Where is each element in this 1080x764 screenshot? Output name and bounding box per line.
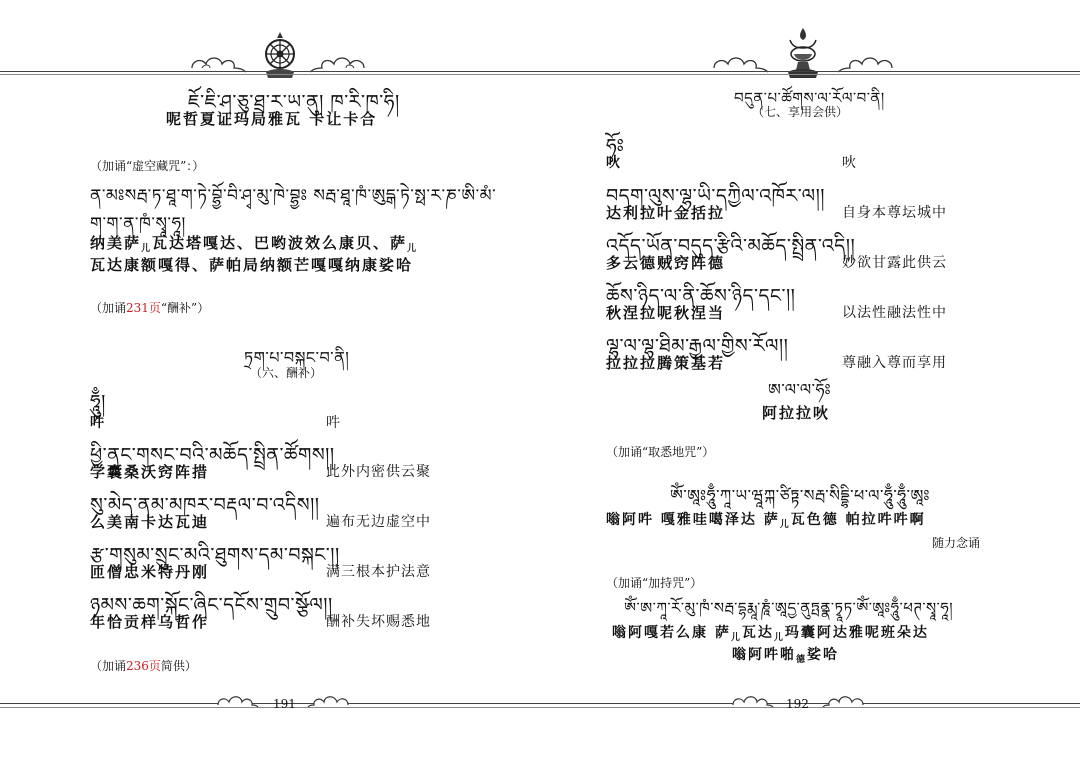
header-rule-thin [0, 74, 540, 75]
mantra-phonetic-part: 嗡阿吽啪 [732, 647, 796, 663]
header-rule [0, 71, 540, 72]
page-reference-link[interactable]: 231页 [126, 301, 161, 315]
subscript-er: 儿 [407, 244, 419, 254]
page-number: 191 [273, 697, 296, 711]
subscript-er: 儿 [773, 633, 785, 643]
page-reference-link[interactable]: 236页 [126, 659, 161, 673]
verse-translation: 满三根本护法意 [326, 564, 431, 580]
footer-rule-thin [0, 707, 540, 708]
title-chinese: 呢哲夏证玛局雅瓦 卡让卡合 [166, 110, 378, 128]
mantra-phonetic-part: 瓦色德 帕拉吽吽啊 [790, 512, 926, 528]
verse-phonetic: 拉拉拉腾策基若 [606, 354, 726, 372]
verse-tibetan: བདག་ལུས་ལྷ་ཡི་དཀྱིལ་འཁོར་ལ།། [606, 185, 826, 207]
section-six-tibetan: ཏྲག་པ་བསྐང་བ་ནི། [244, 348, 350, 367]
mantra-phonetic-part: 瓦达 [741, 625, 774, 641]
header-rule-thin [540, 74, 1080, 75]
ah-la-la-hoh-chinese: 阿拉拉吙 [762, 404, 831, 422]
hoh-translation: 吙 [842, 155, 857, 171]
ah-la-la-hoh-tibetan: ཨ་ལ་ལ་ཧོཿ [768, 380, 832, 399]
dharma-wheel-icon [258, 30, 302, 80]
mantra-phonetic-part: 嗡阿嘎若么康 萨 [612, 625, 731, 641]
verse-tibetan: ཉམས་ཆག་སྐོང་ཞིང་དངོས་གྲུབ་སྩོལ།། [90, 594, 333, 616]
note-text: “酬补”） [160, 301, 210, 315]
verse-tibetan: འདོད་ཡོན་བདུད་རྩིའི་མཆོད་སྤྲིན་འདི།། [606, 235, 856, 257]
mantra-tibetan: ཨོཾ་ཨཱཿཧཱུྃ་ཀཱ་ཡ་ཝཱཀྐ་ཙིཏྟ་སརྦ་སིདྡྷི་ཕ་ལ་ཧཱུྃ་ཧཱུྃ་ཨཱཿ [670, 486, 930, 505]
mantra-chinese-line2: 瓦达康额嘎得、萨帕局纳额芒嘎嘎纳康娑哈 [90, 256, 414, 274]
verse-tibetan: ཕྱི་ནང་གསང་བའི་མཆོད་སྤྲིན་ཚོགས།། [90, 444, 335, 466]
verse-phonetic: 学囊桑沃窍阵措 [90, 463, 210, 481]
verse-phonetic: 秋涅拉呢秋涅当 [606, 304, 726, 322]
verse-translation: 酬补失坏赐悉地 [326, 614, 431, 630]
subscript-er: 儿 [730, 633, 742, 643]
verse-translation: 尊融入尊而享用 [842, 355, 947, 371]
footer-rule [540, 703, 1080, 704]
mantra-tibetan: ཨོཾ་ཨ་ཀཱ་རོ་མུ་ཁཾ་སརྦ་དྷརྨཱ་ཎཱཾ་ཨཱདྱ་ནུཏྤནྣ་ཏྭཱཏ་ཨོཾ་ཨཱཿཧཱུྃ་ཕཊ་སྭཱ་ཧཱ། [624, 599, 954, 617]
header-rule [540, 71, 1080, 72]
mantra-chinese [612, 622, 929, 643]
note-text: （加诵 [90, 301, 127, 315]
footer-rule [0, 703, 540, 704]
note-blessing-mantra: （加诵“加持咒”） [606, 576, 703, 590]
note-siddhi-mantra: （加诵“取悉地咒”） [606, 445, 715, 459]
verse-translation: 此外内密供云聚 [326, 464, 431, 480]
mantra-chinese [606, 509, 926, 530]
mantra-chinese-line1 [90, 232, 418, 254]
hoh-phonetic: 吙 [606, 155, 621, 171]
hoh-tibetan: ཧོཿ [606, 135, 625, 157]
verse-phonetic: 达利拉叶金括拉 [606, 204, 726, 222]
section-seven-tibetan: བདུན་པ་ཚོགས་ལ་རོལ་བ་ནི། [734, 89, 885, 107]
subscript-er: 儿 [141, 244, 153, 254]
footer-rule-thin [540, 707, 1080, 708]
verse-tibetan: ཆོས་ཉིད་ལ་ནི་ཆོས་ཉིད་དང་།། [606, 285, 796, 307]
section-six-chinese: （六、酬补） [250, 366, 323, 380]
cloud-ornament-icon [822, 693, 866, 709]
verse-tibetan: རྩ་གསུམ་སྲུང་མའི་ཐུགས་དམ་བསྐང་།། [90, 544, 340, 566]
verse-phonetic: 年恰贡样乌哲作 [90, 613, 210, 631]
subscript-de: 德 [796, 655, 808, 665]
recite-as-able-note: 随力念诵 [932, 536, 981, 550]
verse-translation: 自身本尊坛城中 [842, 205, 947, 221]
note-reference-236 [90, 657, 197, 674]
hum-tibetan: ཧཱུྃ། [90, 391, 106, 413]
hum-phonetic: 吽 [90, 415, 105, 431]
subscript-er: 儿 [779, 520, 791, 530]
hum-translation: 吽 [326, 415, 341, 431]
section-seven-chinese: （七、享用会供） [752, 105, 849, 119]
note-reference-231 [90, 299, 209, 316]
verse-tibetan: ལྷ་ལ་ལྷ་ཐིམ་རྒྱལ་གྱིས་རོལ།། [606, 335, 789, 357]
verse-translation: 妙欲甘露此供云 [842, 255, 947, 271]
mantra-chinese [732, 644, 839, 665]
title-tibetan: ཇོ་ཇི་ཤ་ཅུ་ཐྲ་ར་ཡ་ནུ། ཁ་རི་ཁ་ཧི། [188, 91, 400, 113]
verse-phonetic: 多云德贼窍阵德 [606, 254, 726, 272]
note-text: 简供） [160, 659, 197, 673]
cloud-ornament-icon [730, 693, 774, 709]
page-number: 192 [786, 697, 809, 711]
verse-translation: 遍布无边虚空中 [326, 514, 431, 530]
verse-tibetan: སུ་མེད་ནམ་མཁར་བརྡལ་བ་འདིས།། [90, 494, 320, 516]
cloud-ornament-icon [215, 693, 259, 709]
verse-phonetic: 匝僧忠米特丹刚 [90, 563, 210, 581]
verse-translation: 以法性融法性中 [842, 305, 947, 321]
verse-phonetic: 么美南卡达瓦迪 [90, 513, 210, 531]
mantra-tibetan-line1: ན་མཿསརྦ་ཏ་ཐཱ་ག་ཏེ་བྷྱོ་བི་ཤྭ་མུ་ཁེ་བྷྱཿ སརྦ་ཐཱ་ཁཾ་ཨུདྒ་ཏེ་སྥ་ར་ཎ་ཨི་མཾ་ [90, 186, 497, 206]
mantra-phonetic-part: 瓦达塔嘎达、巴哟波效么康贝、萨 [152, 234, 408, 252]
mantra-phonetic-part: 嗡阿吽 嘎雅哇噶泽达 萨 [606, 512, 780, 528]
mantra-tibetan-line2: ག་ག་ན་ཁཾ་སྭཱ་ཧཱ། [90, 214, 186, 234]
right-page [540, 0, 1080, 764]
mantra-phonetic-part: 玛囊阿达雅呢班朵达 [784, 625, 929, 641]
mantra-phonetic-part: 纳美萨 [90, 234, 142, 252]
cloud-ornament-icon [307, 693, 351, 709]
mantra-phonetic-part: 娑哈 [807, 647, 840, 663]
note-text: （加诵 [90, 659, 127, 673]
note-xukongzang: （加诵“虚空藏咒”：） [90, 159, 205, 173]
